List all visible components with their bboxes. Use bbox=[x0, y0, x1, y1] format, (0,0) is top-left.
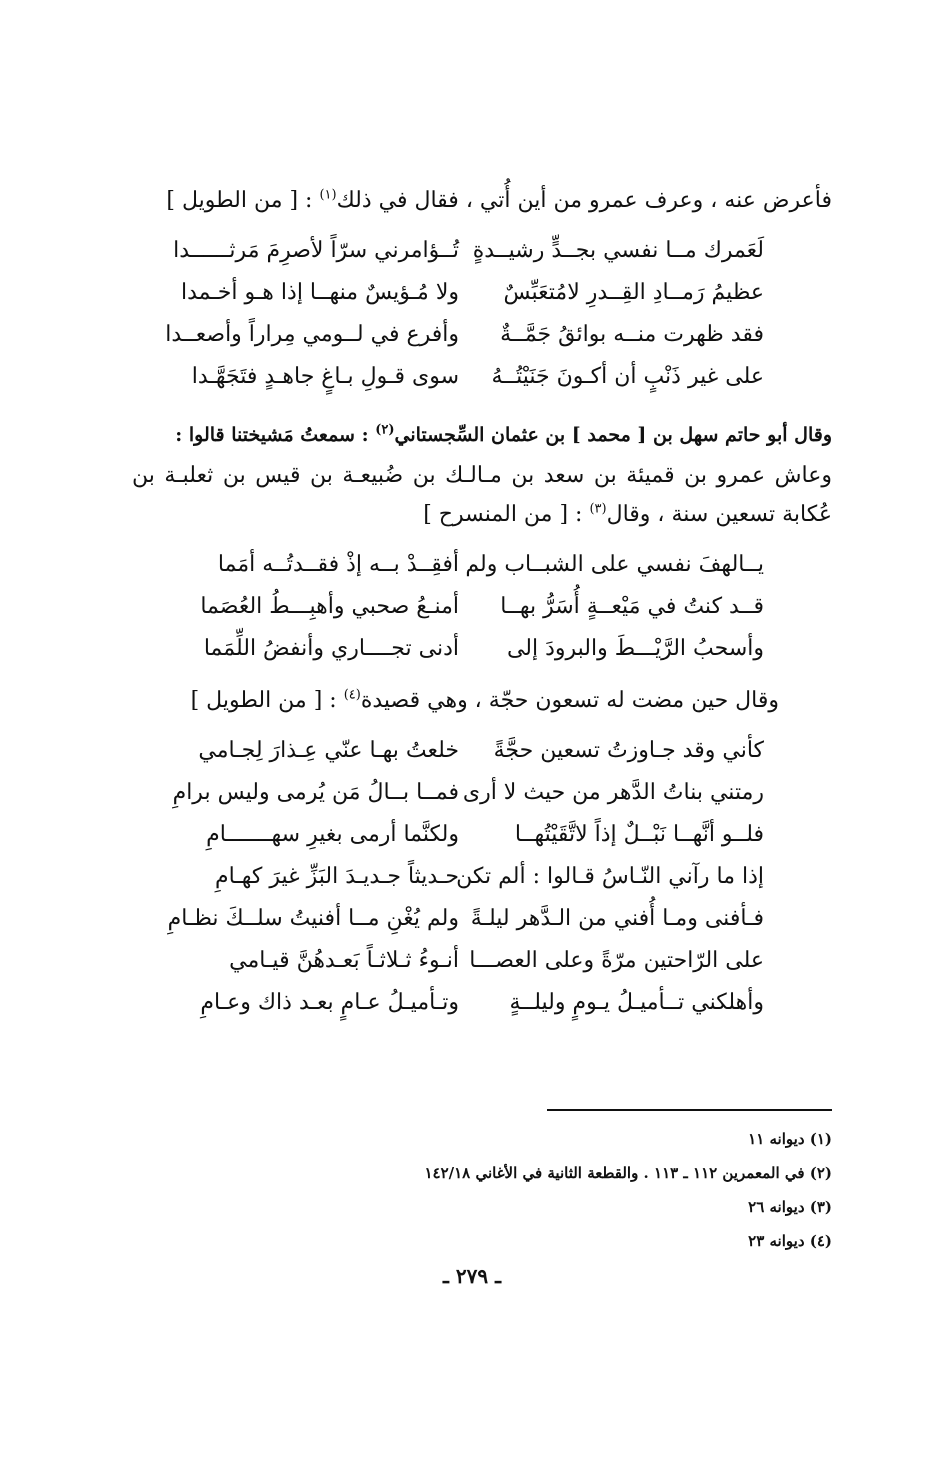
verse-row bbox=[179, 864, 764, 906]
verse-row bbox=[165, 322, 764, 364]
verse-row bbox=[179, 948, 764, 990]
poem-1 bbox=[165, 238, 764, 406]
narration-text: وقال أبو حاتم سهل بن [ محمد ] بن عثمان السِّجستاني bbox=[394, 424, 832, 446]
footnote-ref-2: (٢) bbox=[375, 422, 395, 438]
footnote-3: (٣) ديوانه ٢٦ bbox=[748, 1198, 832, 1216]
footnote-ref-4: (٤) bbox=[343, 687, 361, 703]
verse-row bbox=[173, 238, 764, 280]
verse-second-hemistich: ولا مُـؤيسٌ منهــا إذا هـو أخـمدا bbox=[180, 280, 459, 305]
verse-row bbox=[179, 280, 764, 322]
verse-second-hemistich: وأفرع في لــومي مِراراً وأصعــدا bbox=[165, 322, 459, 347]
verse-first-hemistich: كأني وقد جـاوزتُ تسعين حجَّةً bbox=[493, 738, 764, 763]
footnote-ref-3: (٣) bbox=[589, 501, 607, 517]
paragraph-meter: : [ من المنسرح ] bbox=[423, 502, 590, 527]
verse-first-hemistich: فقد ظهرت منــه بوائقُ جَمَّــةٌ bbox=[500, 322, 764, 347]
footnotes bbox=[132, 1122, 832, 1258]
verse-row bbox=[179, 990, 764, 1032]
verse-row bbox=[172, 780, 764, 822]
verse-second-hemistich: حـديثاً جـديـدَ البَزِّ غيرَ كهـامِ bbox=[215, 864, 459, 889]
footnote-separator bbox=[547, 1109, 832, 1111]
verse-first-hemistich: فـأفنى ومـا أُفني من الـدَّهر ليلـةً bbox=[470, 906, 764, 931]
paragraph-text: وعاش عمرو بن قميئة بن سعد بن مـالـك بن ضُبيعـة بن قيس بن ثعلبـة بن عُكابة تسعين سنة ، وقال bbox=[132, 463, 832, 527]
verse-second-hemistich: أدنى تجــــاري وأنفضُ اللِّمَما bbox=[203, 636, 459, 661]
verse-first-hemistich: وأسحبُ الرَّيْـــطَ والبرودَ إلى bbox=[506, 636, 764, 661]
verse-first-hemistich: على غير ذَنْبٍ أن أكـونَ جَنَيْتُــهُ bbox=[491, 364, 764, 389]
verse-second-hemistich: أنـوءُ ثـلاثـاً بَعـدهُنَّ قيـامي bbox=[229, 948, 459, 973]
verse-second-hemistich: أفقِــدْ بــه إذْ فقــدتُــه أمَما bbox=[217, 552, 459, 577]
narration-line bbox=[132, 420, 832, 450]
verse-row bbox=[179, 594, 764, 636]
verse-first-hemistich: فلــو أنَّهــا نَبْــلٌ إذاً لاتَّقَيْتُهــا bbox=[514, 822, 764, 847]
verse-row bbox=[179, 822, 764, 864]
verse-row bbox=[179, 738, 764, 780]
verse-row bbox=[179, 364, 764, 406]
verse-second-hemistich: ولكنَّما أرمى بغيرِ سهـــــــامِ bbox=[206, 822, 459, 847]
verse-row bbox=[167, 906, 764, 948]
poem-3 bbox=[167, 738, 764, 1032]
footnote-2: (٢) في المعمرين ١١٢ ـ ١١٣ . والقطعة الثانية في الأغاني ١٤٢/١٨ bbox=[424, 1164, 832, 1182]
intro-line bbox=[132, 186, 832, 216]
narration-after: : سمعتُ مَشيختنا قالوا : bbox=[175, 424, 376, 446]
intro3-text: وقال حين مضت له تسعون حجّة ، وهي قصيدة bbox=[360, 688, 779, 713]
verse-second-hemistich: وتـأميـلُ عـامٍ بعـد ذاك وعـامِ bbox=[200, 990, 459, 1015]
verse-first-hemistich: يــالهفَ نفسي على الشبــاب ولم bbox=[465, 552, 764, 577]
footnote-ref-1: (١) bbox=[319, 187, 337, 203]
verse-first-hemistich: على الرّاحتين مرّةً وعلى العصـــا bbox=[469, 948, 764, 973]
verse-row bbox=[179, 636, 764, 678]
page-number: ـ ٢٧٩ ـ bbox=[443, 1264, 501, 1288]
footnote-1: (١) ديوانه ١١ bbox=[748, 1130, 832, 1148]
footnote-4: (٤) ديوانه ٢٣ bbox=[748, 1232, 832, 1250]
narrative-paragraph bbox=[132, 456, 832, 534]
verse-second-hemistich: سوى قـولِ بـاغٍ جاهـدٍ فتَجَهَّـدا bbox=[191, 364, 459, 389]
intro-line-3 bbox=[139, 686, 779, 716]
verse-first-hemistich: قــد كنتُ في مَيْعــةٍ أُسَرُّ بهــا bbox=[500, 594, 764, 619]
verse-second-hemistich: فمــا بــالُ مَن يُرمى وليس برامِ bbox=[172, 780, 459, 805]
verse-first-hemistich: رمتني بناتُ الدَّهر من حيث لا أرى bbox=[462, 780, 764, 805]
poem-2 bbox=[179, 552, 764, 678]
verse-second-hemistich: ولم يُغْنِ مــا أفنيتُ سلــكَ نظـامِ bbox=[167, 906, 459, 931]
verse-row bbox=[179, 552, 764, 594]
verse-first-hemistich: لَعَمرك مــا نفسي بجــدٍّ رشيــدةٍ bbox=[472, 238, 764, 263]
intro-text: فأعرض عنه ، وعرف عمرو من أين أُتي ، فقال في ذلك bbox=[336, 188, 832, 213]
verse-first-hemistich: إذا ما رآني النّـاسُ قـالوا : ألم تكن bbox=[456, 864, 764, 889]
verse-first-hemistich: عظيمُ رَمــادِ القِــدرِ لامُتعَبِّسٌ bbox=[503, 280, 764, 305]
intro3-meter: : [ من الطويل ] bbox=[190, 688, 344, 713]
verse-second-hemistich: تُــؤامرني سرّاً لأصرِمَ مَرثــــــدا bbox=[173, 238, 459, 263]
verse-second-hemistich: خلعتُ بهـا عنّي عِـذارَ لِجـامي bbox=[198, 738, 459, 763]
verse-first-hemistich: وأهلكني تــأميـلُ يـومٍ وليلــةٍ bbox=[509, 990, 764, 1015]
intro-meter: : [ من الطويل ] bbox=[166, 188, 320, 213]
verse-second-hemistich: أمنـعُ صحبي وأهبِـــطُ العُصَما bbox=[200, 594, 459, 619]
